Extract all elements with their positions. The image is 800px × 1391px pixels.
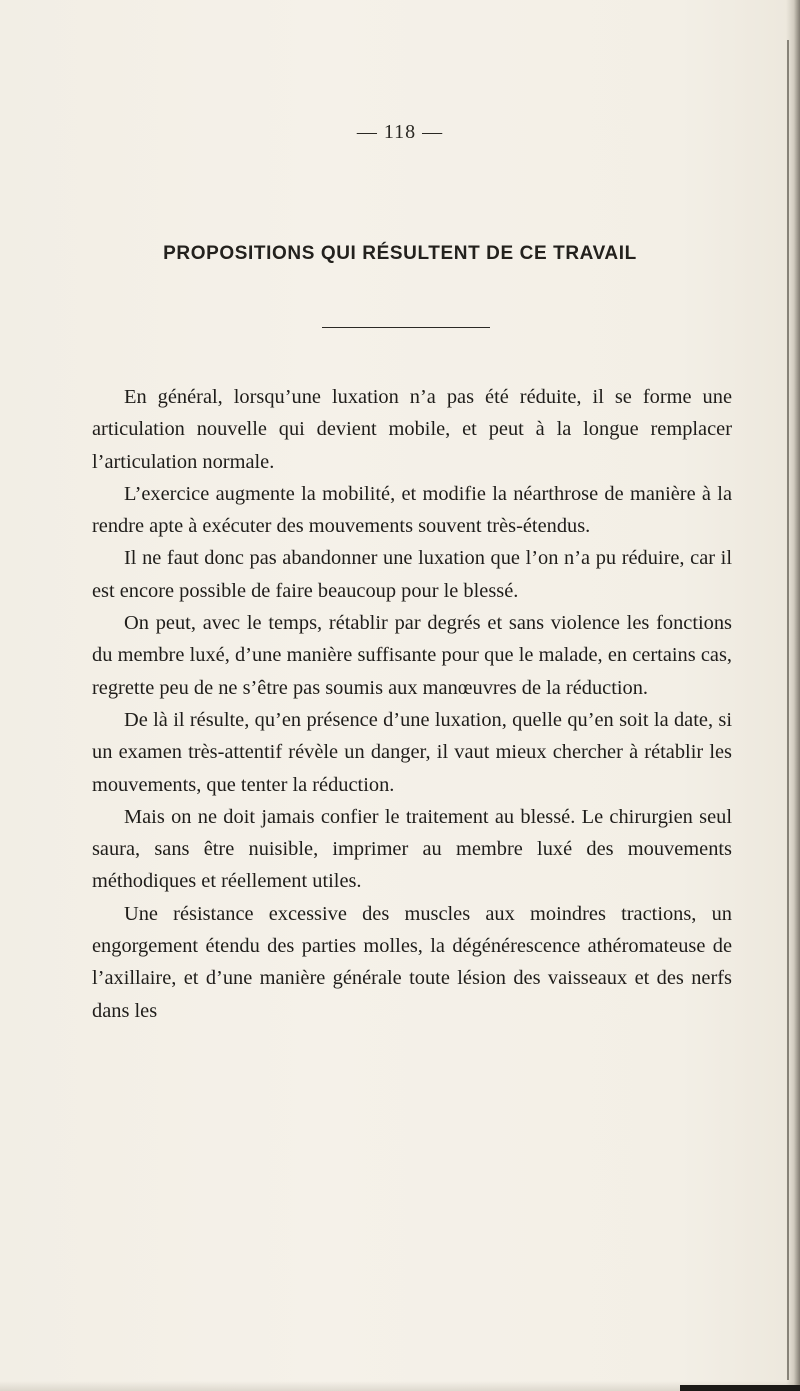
paragraph: On peut, avec le temps, rétablir par degrés et sans violence les fonctions du membre luxé, d’une manière suffisante pour que le malade, en certains cas, regrette peu de ne s’être pas soumis aux manœuvres de la réduction. — [92, 612, 732, 699]
paragraph: L’exercice augmente la mobilité, et modifie la néarthrose de manière à la rendre apte à exécuter des mouvements souvent très-étendus. — [92, 482, 732, 538]
page-number: — 118 — — [356, 121, 444, 143]
paragraph: De là il résulte, qu’en présence d’une luxation, quelle qu’en soit la date, si un examen très-attentif révèle un danger, il vaut mieux chercher à rétablir les mouvements, que tenter la réduction. — [92, 708, 732, 796]
binding-edge — [787, 40, 789, 1380]
paragraph: Mais on ne doit jamais confier le traitement au blessé. Le chirurgien seul saura, sans être nuisible, imprimer au membre luxé des mouvements méthodiques et réellement utiles. — [92, 805, 732, 893]
paragraph: Une résistance excessive des muscles aux moindres tractions, un engorgement étendu des parties molles, la dégénérescence athéromateuse de l’axillaire, et d’une manière générale toute lésion des vaisseaux et des nerfs dans les — [92, 902, 732, 1022]
paragraph: Il ne faut donc pas abandonner une luxation que l’on n’a pu réduire, car il est encore possible de faire beaucoup pour le blessé. — [92, 547, 732, 602]
body-text — [92, 381, 732, 1027]
paragraph: En général, lorsqu’une luxation n’a pas été réduite, il se forme une articulation nouvelle qui devient mobile, et peut à la longue remplacer l’articulation normale. — [92, 386, 732, 473]
heading-rule — [322, 327, 490, 328]
bottom-corner-mark — [680, 1385, 800, 1391]
section-heading: PROPOSITIONS QUI RÉSULTENT DE CE TRAVAIL — [163, 243, 637, 264]
